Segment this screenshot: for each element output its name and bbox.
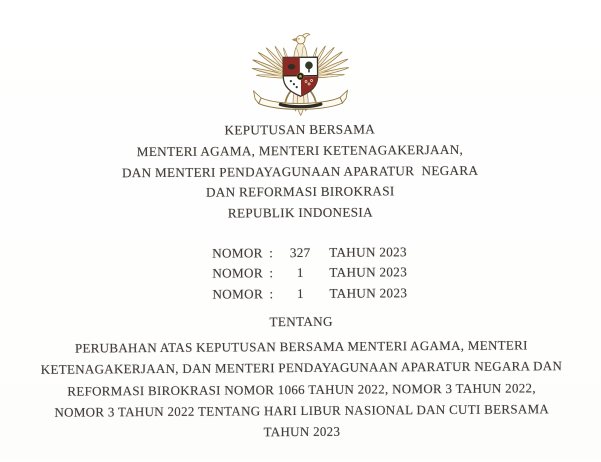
nomor-colon: :	[269, 286, 274, 302]
title-line-ministers-3: DAN REFORMASI BIROKRASI	[205, 183, 395, 201]
eagle-leg	[310, 90, 316, 102]
subject-line: REFORMASI BIROKRASI NOMOR 1066 TAHUN 2022, NOMOR 3 TAHUN 2022,	[67, 379, 536, 399]
garuda-pancasila-emblem	[250, 32, 352, 118]
pancasila-shield	[283, 57, 318, 96]
bull-icon	[288, 64, 296, 70]
title-line-decree-type: KEPUTUSAN BERSAMA	[224, 121, 376, 138]
nomor-label: NOMOR	[212, 286, 264, 302]
nomor-label: NOMOR	[212, 265, 263, 282]
eagle-eye	[298, 38, 299, 39]
decree-numbers	[212, 242, 407, 305]
nomor-row-1	[212, 242, 407, 264]
nomor-row-2	[212, 263, 407, 285]
subject-line: NOMOR 3 TAHUN 2022 TENTANG HARI LIBUR NASIONAL DAN CUTI BERSAMA	[54, 401, 550, 420]
title-line-ministers-2: DAN MENTERI PENDAYAGUNAAN APARATUR NEGARA	[121, 162, 479, 180]
eagle-beak	[292, 38, 297, 41]
nomor-year: TAHUN 2023	[329, 264, 408, 281]
tentang-label: TENTANG	[269, 313, 333, 330]
title-line-republic: REPUBLIK INDONESIA	[227, 204, 373, 221]
nomor-row-3	[212, 283, 407, 305]
eagle-leg	[285, 90, 291, 102]
document-title	[0, 118, 601, 226]
rice-cotton-icon	[290, 80, 292, 82]
nomor-number: 327	[289, 244, 311, 261]
subject-line: PERUBAHAN ATAS KEPUTUSAN BERSAMA MENTERI AGAMA, MENTERI	[74, 337, 528, 356]
document-subject	[1, 334, 601, 445]
garuda-pancasila-icon	[250, 32, 352, 118]
nomor-number: 1	[296, 265, 304, 281]
nomor-label: NOMOR	[212, 245, 263, 261]
nomor-colon: :	[269, 265, 274, 281]
eagle-head	[296, 35, 305, 44]
nomor-colon: :	[269, 245, 274, 261]
title-line-ministers-1: MENTERI AGAMA, MENTERI KETENAGAKERJAAN,	[136, 141, 464, 159]
nomor-year: TAHUN 2023	[329, 244, 407, 260]
subject-line: KETENAGAKERJAAN, DAN MENTERI PENDAYAGUNAAN APARATUR NEGARA DAN	[40, 358, 563, 378]
nomor-year: TAHUN 2023	[329, 285, 408, 301]
nomor-number: 1	[296, 285, 304, 301]
subject-line: TAHUN 2023	[263, 423, 341, 440]
